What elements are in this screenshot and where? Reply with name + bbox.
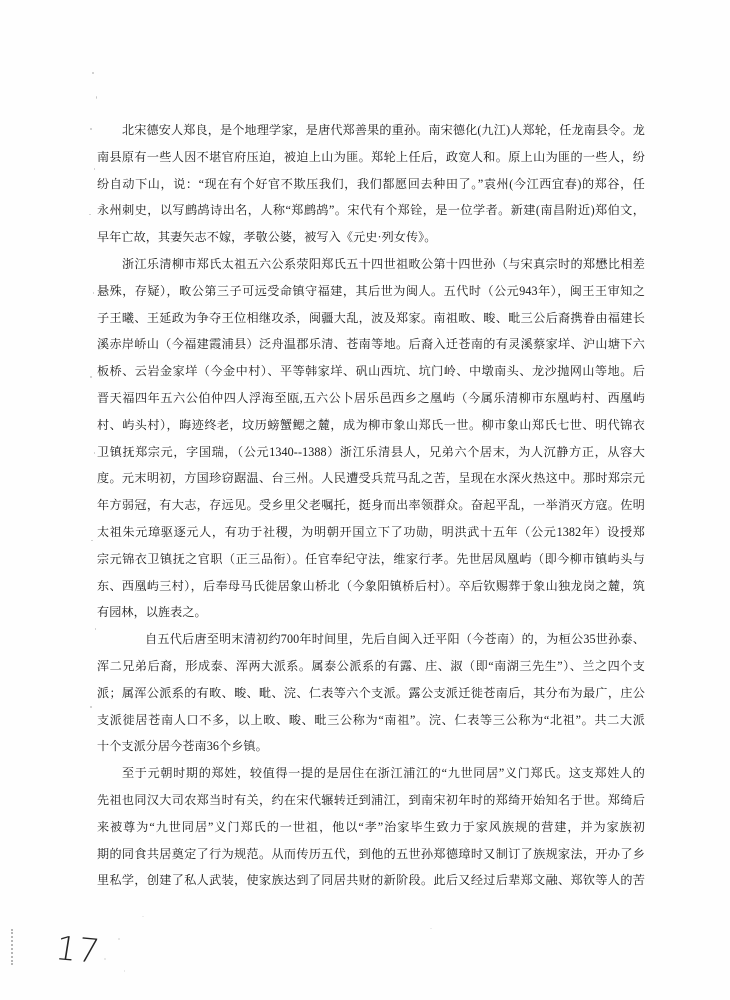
text-line: 永州刺史，以写鹧鸪诗出名，人称“郑鹧鸪”。宋代有个郑铨，是一位学者。新建(南昌附近)郑伯文， xyxy=(97,203,645,218)
scan-speckle xyxy=(91,540,93,541)
body-text xyxy=(97,117,645,894)
text-line: 支派徙居苍南人口不多，以上畋、畯、毗三公称为“南祖”。浣、仁表等三公称为“北祖”。共二大派 xyxy=(97,712,645,727)
text-line: 浙江乐清柳市郑氏太祖五六公系荥阳郑氏五十四世祖畋公第十四世孙（与宋真宗时的郑懋比相差 xyxy=(122,256,645,271)
text-line: 纷自动下山，说：“现在有个好官不欺压我们，我们都愿回去种田了。”袁州(今江西宜春)的郑谷，任 xyxy=(97,176,645,191)
text-line: 村、屿头村），晦迹终老，坟历螃蟹鳃之麓，成为柳市象山郑氏一世。柳市象山郑氏七世、明代锦衣 xyxy=(97,417,645,432)
text-line: 派；属浑公派系的有畋、畯、毗、浣、仁表等六个支派。露公支派迁徙苍南后，其分布为最广，庄公 xyxy=(97,685,645,700)
scan-speckle xyxy=(94,452,95,454)
scan-speckle xyxy=(90,706,92,708)
scan-speckle xyxy=(90,128,92,130)
scan-speckle xyxy=(118,938,120,940)
text-line: 有园林，以旌表之。 xyxy=(97,605,207,620)
scan-speckle xyxy=(104,958,106,960)
text-line: 早年亡故，其妻矢志不嫁，孝敬公婆，被写入《元史·列女传》。 xyxy=(97,230,437,245)
paragraph xyxy=(97,626,645,760)
scan-speckle xyxy=(142,916,144,917)
text-line: 里私学，创建了私人武装，使家族达到了同居共财的新阶段。此后又经过后辈郑文融、郑钦等人的苦 xyxy=(97,873,645,888)
paragraph xyxy=(97,117,645,251)
scan-speckle xyxy=(92,72,94,74)
handwritten-page-number: 17 xyxy=(53,928,103,971)
scan-speckle xyxy=(89,214,91,215)
text-line: 自五代后唐至明末清初约700年时间里，先后自闽入迁平阳（今苍南）的，为桓公35世孙泰、 xyxy=(145,632,645,647)
text-line: 宗元锦衣卫镇抚之官职（正三品衔）。任官奉纪守法，维家行孝。先世居凤凰屿（即今柳市镇屿头与 xyxy=(97,551,645,566)
text-line: 子王曦、王延政为争夺王位相继攻杀，闽疆大乱，波及郑家。南祖畋、畯、毗三公后裔携眷由福建长 xyxy=(97,310,645,325)
text-line: 至于元朝时期的郑姓，较值得一提的是居住在浙江浦江的“九世同居”义门郑氏。这支郑姓人的 xyxy=(122,766,645,781)
text-line: 度。元末明初，方国珍窃踞温、台三州。人民遭受兵荒马乱之苦，呈现在水深火热这中。那时郑宗元 xyxy=(97,471,645,486)
scan-speckle xyxy=(430,928,432,929)
scan-speckle xyxy=(95,628,96,630)
scan-speckle xyxy=(94,168,95,170)
scan-speckle xyxy=(124,970,125,972)
text-line: 期的同食共居奠定了行为规范。从而传历五代，到他的五世孙郑德璋时又制订了族规家法，开办了乡 xyxy=(97,846,645,861)
text-line: 溪赤岸峤山（今福建霞浦县）泛舟温郡乐清、苍南等地。后裔入迁苍南的有灵溪蔡家垟、沪山塘下六 xyxy=(97,337,645,352)
text-line: 东、西凰屿三村），后奉母马氏徙居象山桥北（今象阳镇桥后村）。卒后钦赐葬于象山独龙岗之麓，筑 xyxy=(97,578,645,593)
scan-edge-mark xyxy=(11,929,13,965)
text-line: 十个支派分居今苍南36个乡镇。 xyxy=(97,739,268,754)
text-line: 浑二兄弟后裔，形成泰、浑两大派系。属泰公派系的有露、庄、淑（即“南湖三先生”）、兰之四个支 xyxy=(97,658,645,673)
scan-speckle xyxy=(96,96,97,99)
text-line: 板桥、云岩金家垟（今金中村）、平等韩家垟、矾山西坑、坑门岭、中墩南头、龙沙抛网山等地。后 xyxy=(97,364,645,379)
text-line: 先祖也同汉大司农郑当时有关，约在宋代辗转迁到浦江，到南宋初年时的郑绮开始知名于世。郑绮后 xyxy=(97,792,645,807)
text-line: 卫镇抚郑宗元，字国瑞，（公元1340--1388）浙江乐清县人，兄弟六个居末，为人沉静方正，从容大 xyxy=(97,444,645,459)
text-line: 来被尊为“九世同居”义门郑氏的一世祖，他以“孝”治家毕生致力于家风族规的营建，并为家族初 xyxy=(97,819,645,834)
scan-speckle xyxy=(90,376,92,378)
text-line: 悬殊，存疑），畋公第三子可远受命镇守福建，其后世为闽人。五代时（公元943年），闽王王审知之 xyxy=(97,283,645,298)
paragraph xyxy=(97,251,645,626)
text-line: 晋天福四年五六公伯仲四人浮海至瓯,五六公卜居乐邑西乡之凰屿（今属乐清柳市东凰屿村、西凰屿 xyxy=(97,390,645,405)
paragraph xyxy=(97,760,645,894)
scan-speckle xyxy=(93,292,94,294)
text-line: 南县原有一些人因不堪官府压迫，被迫上山为匪。郑轮上任后，政宽人和。原上山为匪的一些人，纷 xyxy=(97,149,645,164)
text-line: 年方弱冠，有大志，存远见。受乡里父老嘱托，挺身而出率领群众。奋起平乱，一举消灭方寇。佐明 xyxy=(97,498,645,513)
text-line: 太祖朱元璋驱逐元人，有功于社稷，为明朝开国立下了功勋，明洪武十五年（公元1382年）设授郑 xyxy=(97,524,645,539)
text-line: 北宋德安人郑良，是个地理学家，是唐代郑善果的重孙。南宋德化(九江)人郑轮，任龙南县令。龙 xyxy=(122,123,645,137)
